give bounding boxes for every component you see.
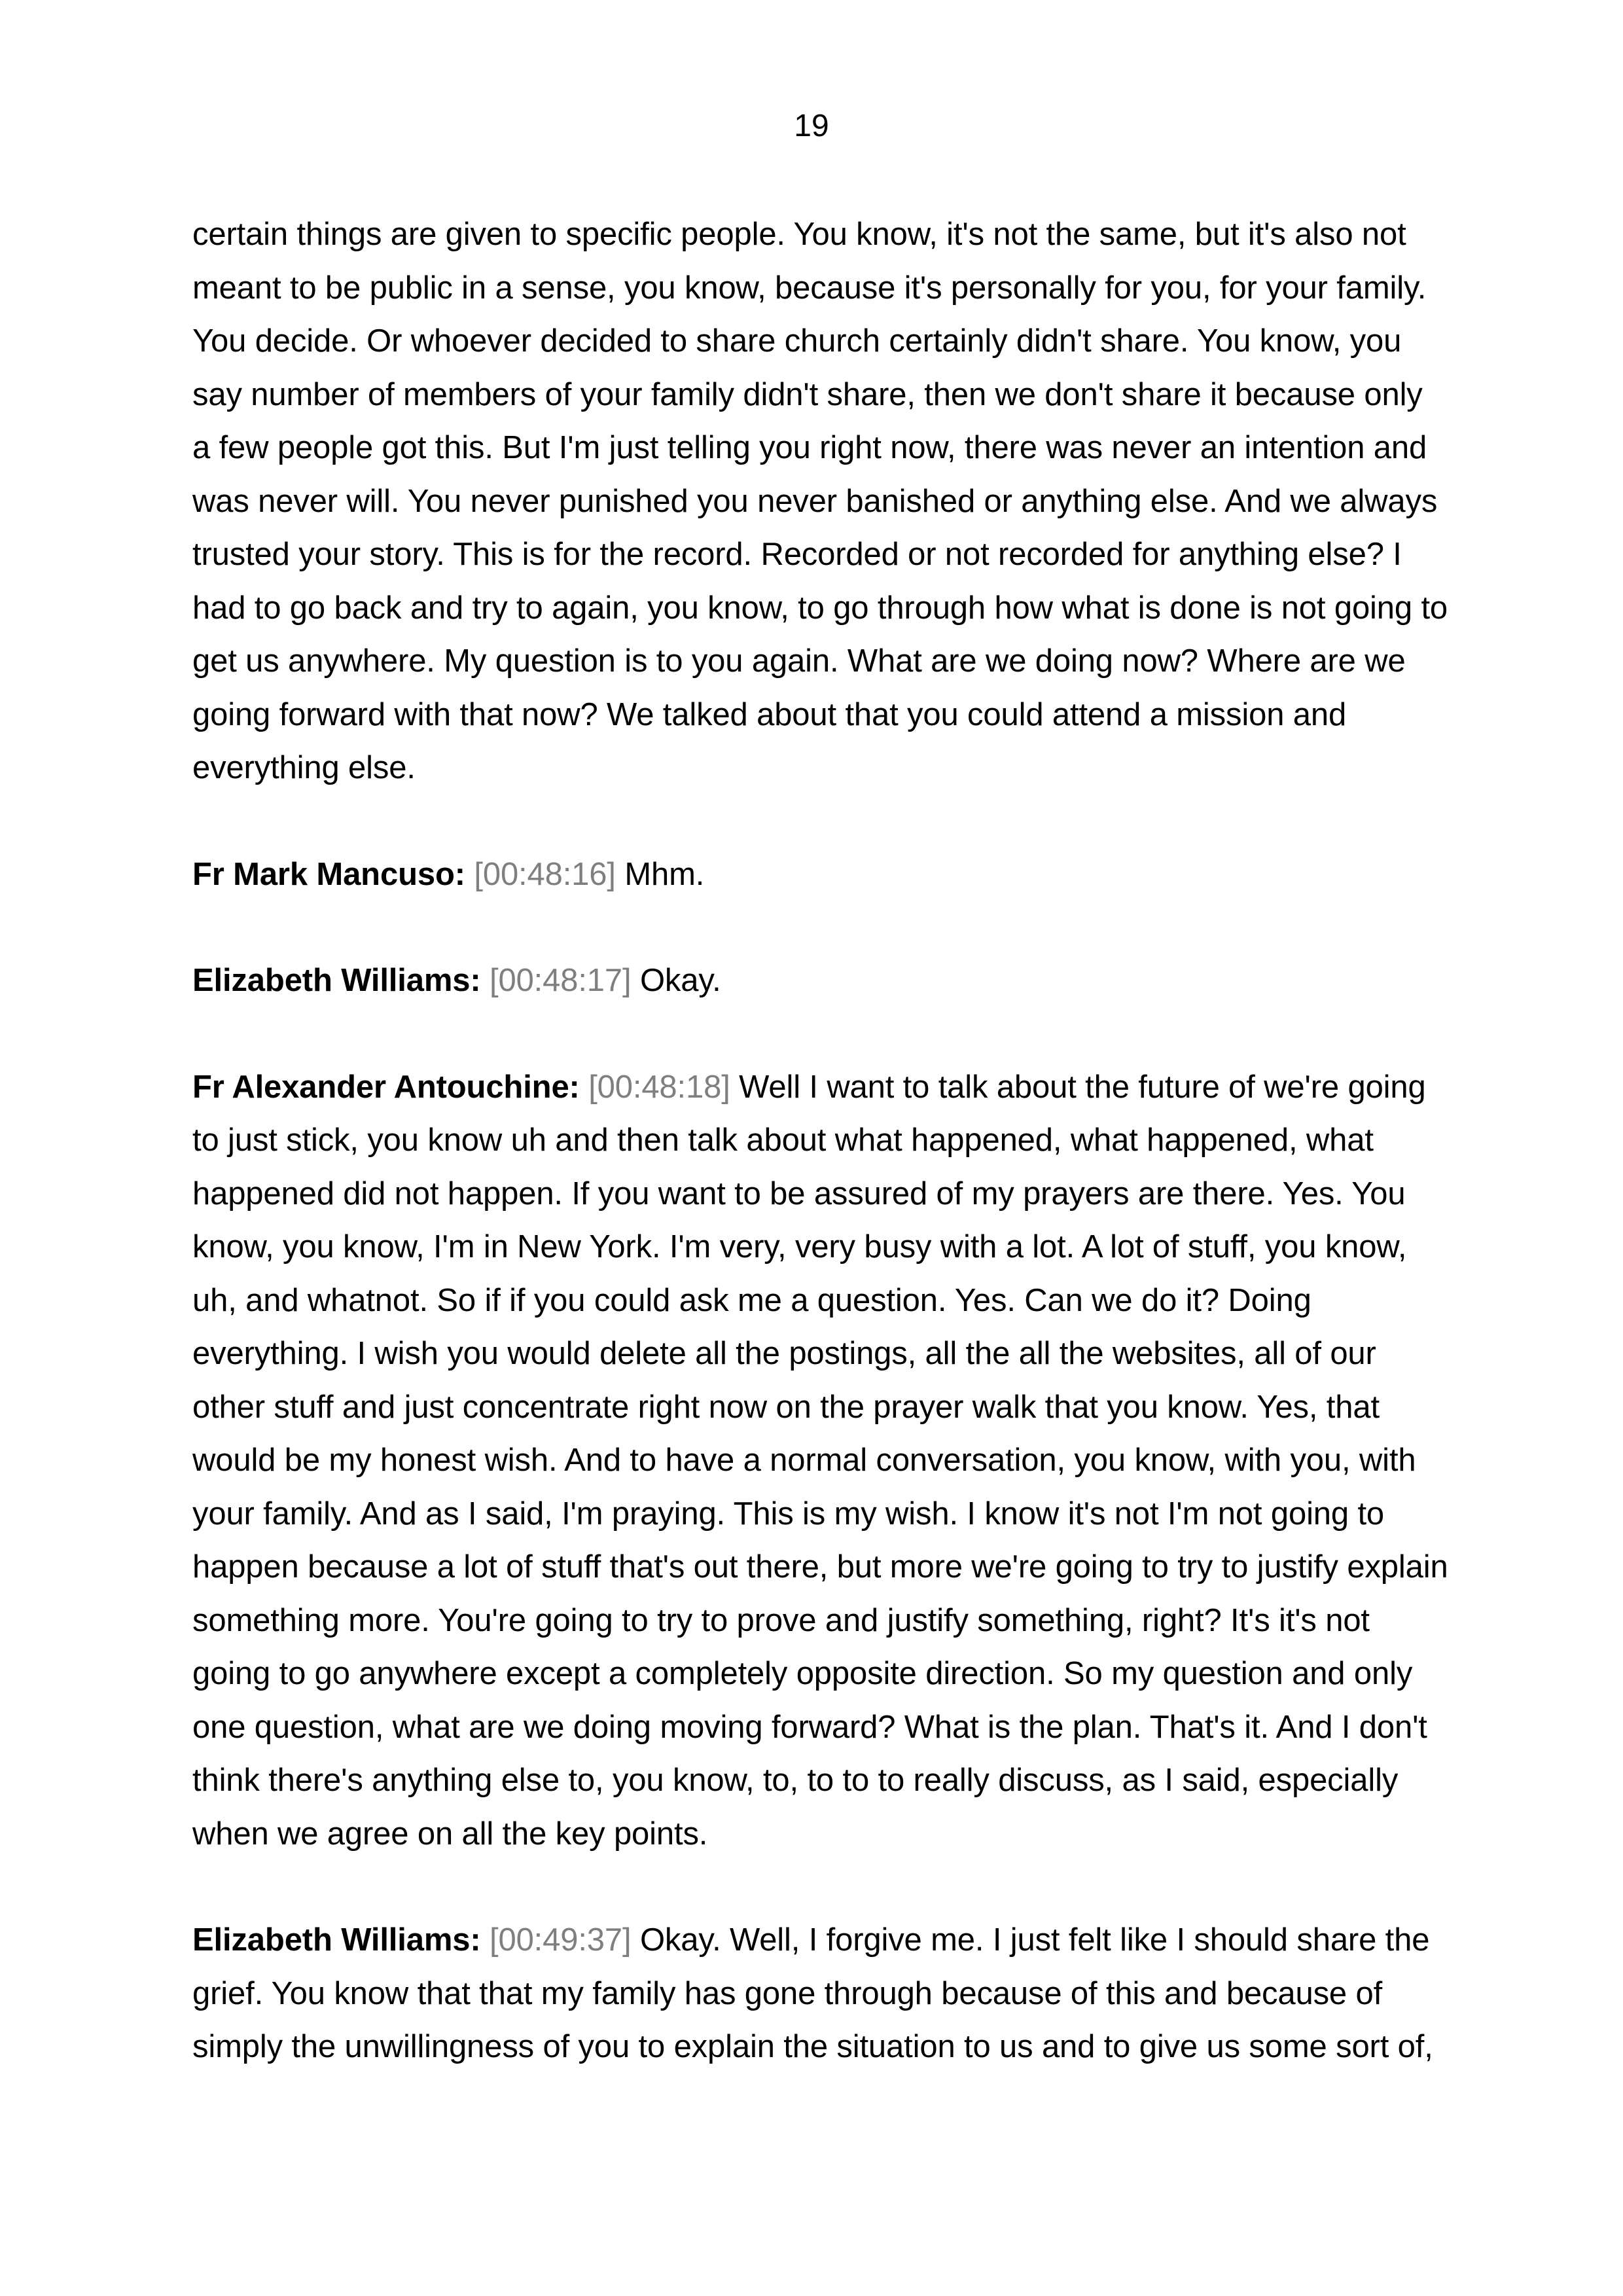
timestamp: [00:48:16] (474, 856, 616, 892)
speaker-name: Elizabeth Williams: (192, 963, 481, 998)
transcript-paragraph (192, 1914, 1449, 2074)
speaker-name: Elizabeth Williams: (192, 1922, 481, 1958)
paragraph-text: Okay. (639, 963, 721, 998)
paragraph-text: Okay. Well, I forgive me. I just felt like I should share the grief. You know that that my family has gone through because of this and because of simply the unwillingness of you to explain the situation to us and to give us some sort of, (192, 1922, 1433, 2064)
page-number: 19 (794, 109, 829, 143)
speaker-name: Fr Alexander Antouchine: (192, 1069, 580, 1105)
transcript-paragraph (192, 1061, 1449, 1861)
transcript-paragraph (192, 848, 1449, 902)
transcript-body (192, 208, 1449, 2127)
transcript-paragraph (192, 208, 1449, 795)
timestamp: [00:49:37] (490, 1922, 632, 1958)
speaker-name: Fr Mark Mancuso: (192, 856, 465, 892)
paragraph-text: certain things are given to specific people. You know, it's not the same, but it's also not meant to be public in a sense, you know, because it's personally for you, for your family. You decide. Or whoever decided to share church certainly didn't share. You know, you say number of members of your family didn't share, then we don't share it because only a few people got this. But I'm just telling you right now, there was never an intention and was never will. You never punished you never banished or anything else. And we always trusted your story. This is for the record. Recorded or not recorded for anything else? I had to go back and try to again, you know, to go through how what is done is not going to get us anywhere. My question is to you again. What are we doing now? Where are we going forward with that now? We talked about that you could attend a mission and everything else. (192, 217, 1448, 785)
timestamp: [00:48:17] (490, 963, 632, 998)
timestamp: [00:48:18] (588, 1069, 730, 1105)
paragraph-text: Well I want to talk about the future of we're going to just stick, you know uh and then talk about what happened, what happened, what happened did not happen. If you want to be assured of my prayers are there. Yes. You know, you know, I'm in New York. I'm very, very busy with a lot. A lot of stuff, you know, uh, and whatnot. So if if you could ask me a question. Yes. Can we do it? Doing everything. I wish you would delete all the postings, all the all the websites, all of our other stuff and just concentrate right now on the prayer walk that you know. Yes, that would be my honest wish. And to have a normal conversation, you know, with you, with your family. And as I said, I'm praying. This is my wish. I know it's not I'm not going to happen because a lot of stuff that's out there, but more we're going to try to justify explain something more. You're going to try to prove and justify something, right? It's it's not going to go anywhere except a completely opposite direction. So my question and only one question, what are we doing moving forward? What is the plan. That's it. And I don't think there's anything else to, you know, to, to to to really discuss, as I said, especially when we agree on all the key points. (192, 1069, 1448, 1852)
paragraph-text: Mhm. (624, 856, 705, 892)
transcript-paragraph (192, 954, 1449, 1008)
